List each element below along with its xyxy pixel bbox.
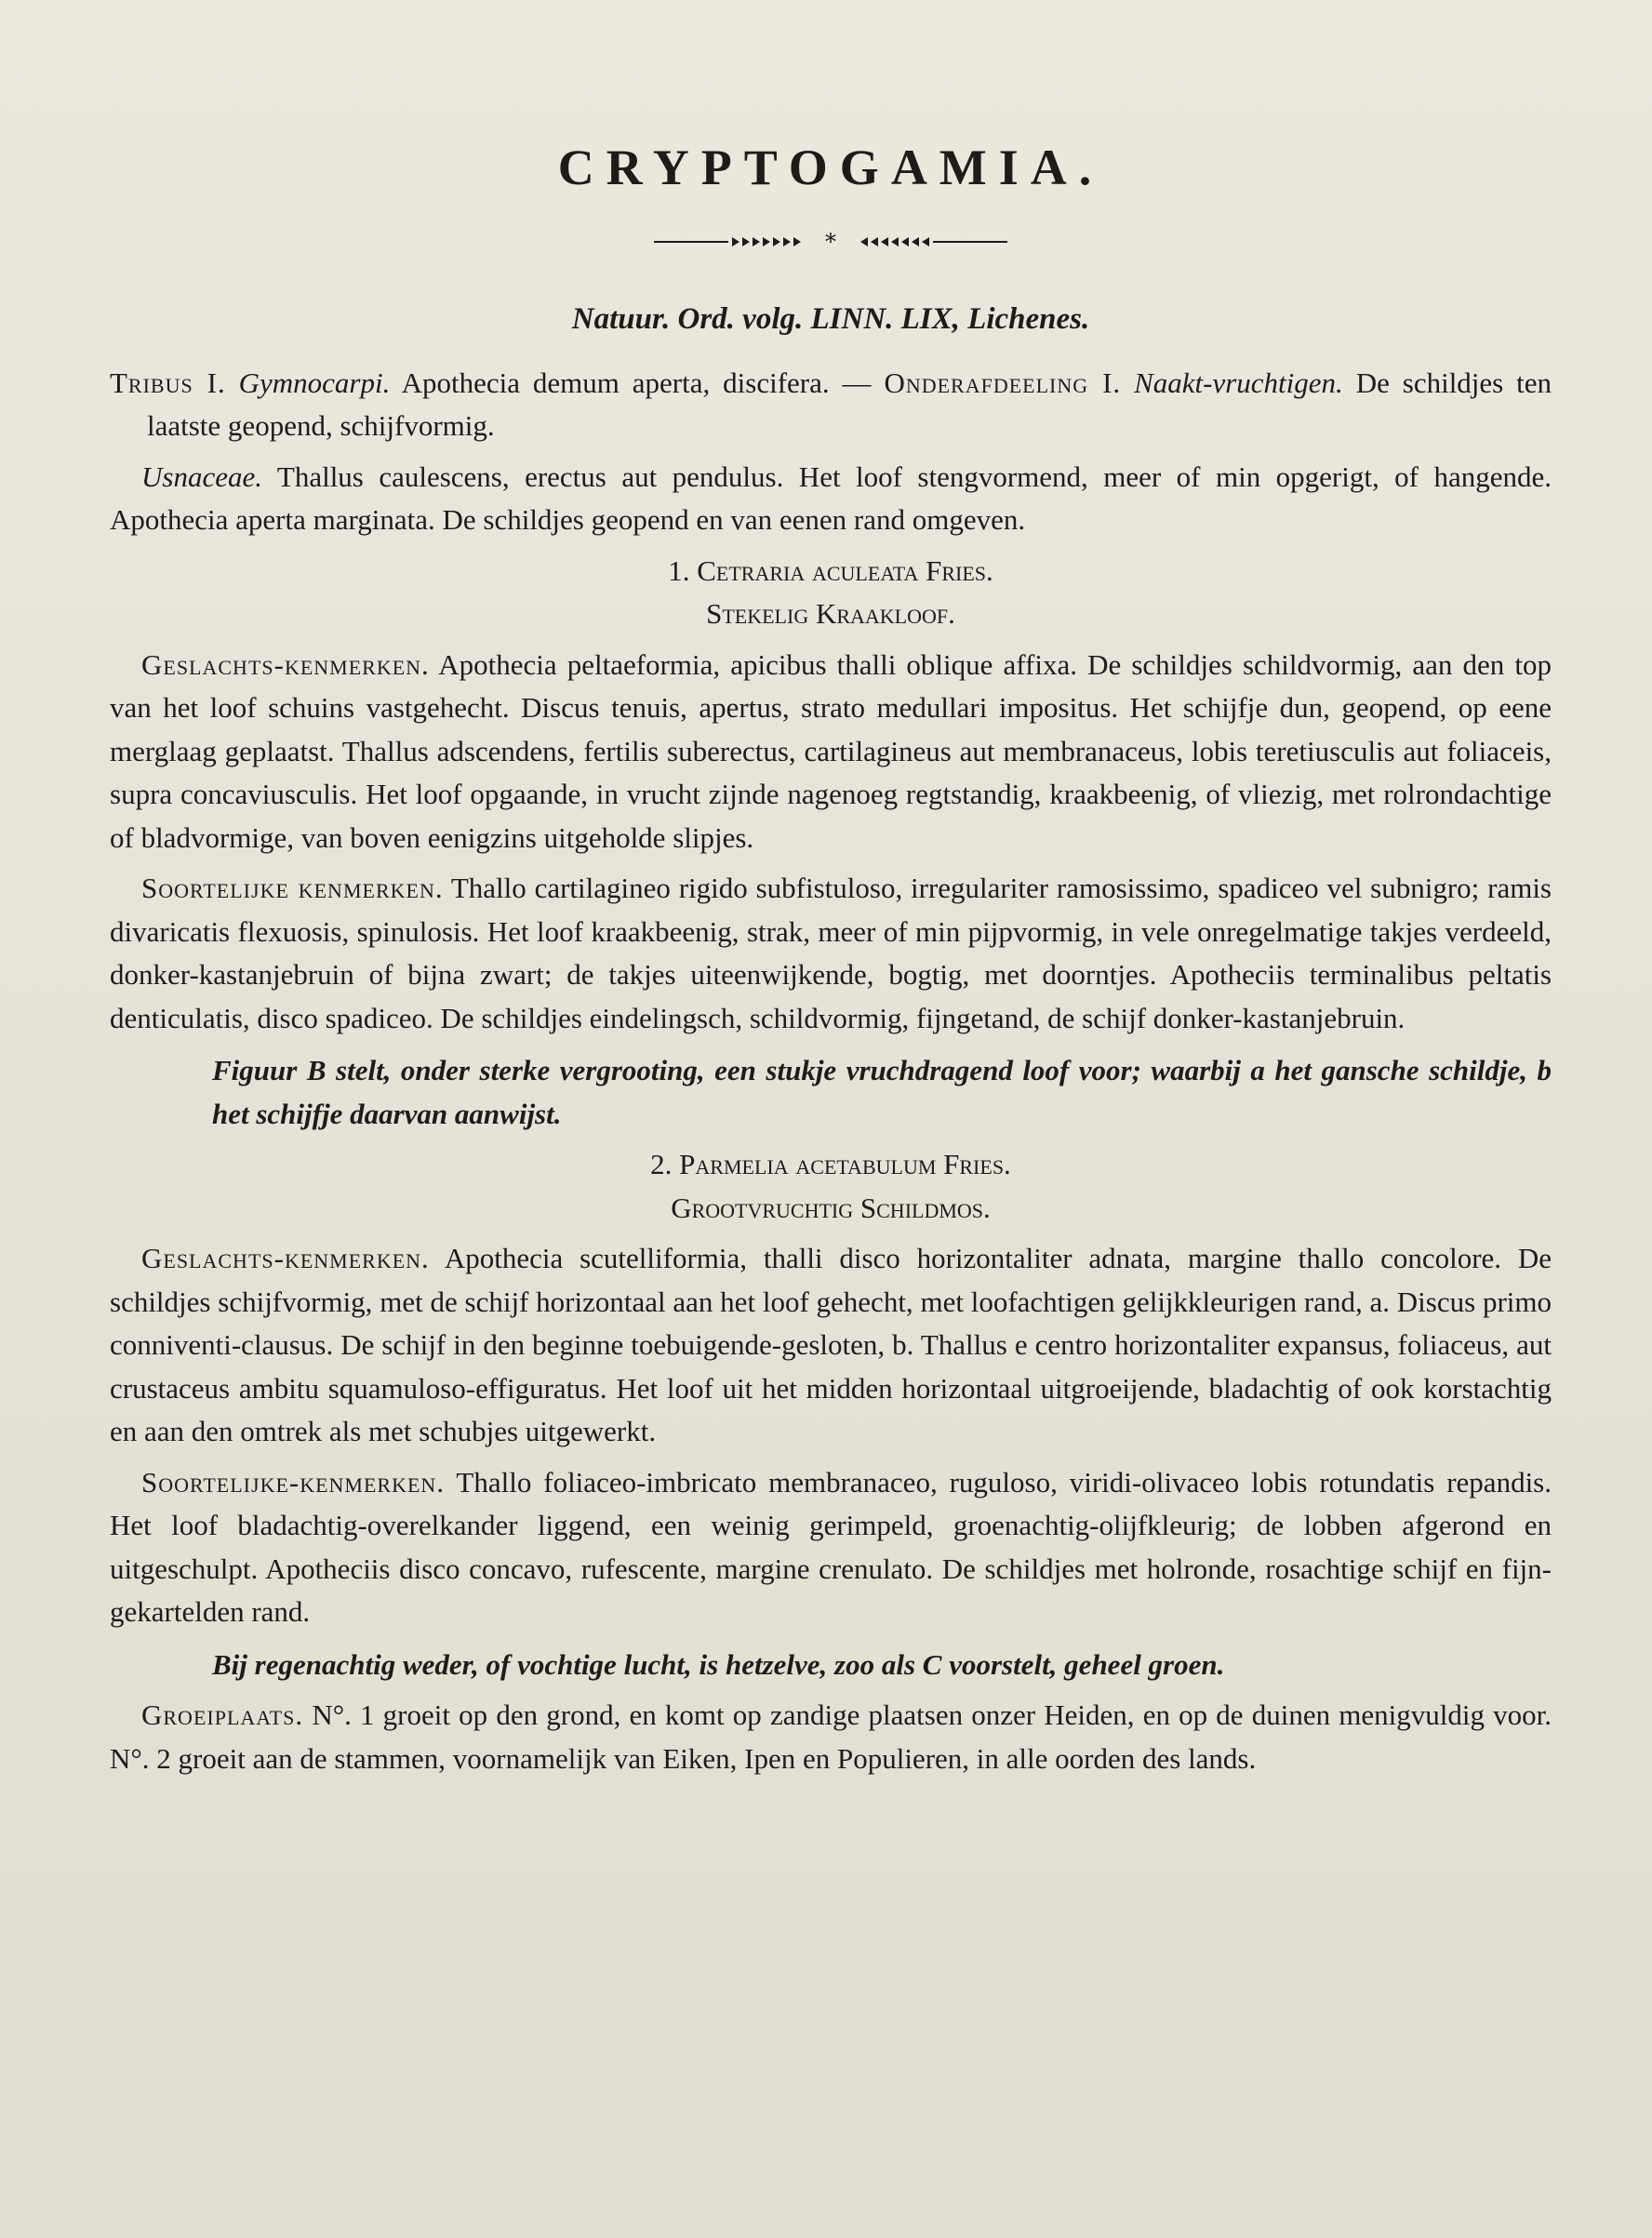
groeiplaats-text: N°. 1 groeit op den grond, en komt op zandige plaatsen onzer Heiden, en op de duinen menigvuldig voor. N°. 2 groeit aan de stammen, voornamelijk van Eiken, Ipen en Populieren, in alle oorden des lands. [110, 1698, 1552, 1775]
species-1-heading: 1. Cetraria aculeata Fries. [668, 553, 993, 587]
ornament-divider [654, 233, 1007, 251]
tribus-paragraph [110, 362, 1552, 448]
onderafdeeling-label: Onderafdeeling I. [884, 366, 1122, 399]
tribus-text-1: Apothecia demum aperta, discifera. — [390, 366, 885, 399]
species-2-genus-paragraph [110, 1237, 1552, 1454]
species-1-species-text: Thallo cartilagineo rigido subfistuloso, irregulariter ramosissimo, spadiceo vel subnigro; ramis divaricatis flexuosis, spinulosis. Het loof kraakbeenig, strak, meer of min pijpvormig, in vele onregelmatige takjes verdeeld, donker-kastanjebruin of bijna zwart; de takjes uiteenwijkende, bogtig, met doorntjes. Apotheciis terminalibus peltatis denticulatis, disco spadiceo. De schildjes eindelingsch, schildvormig, fijngetand, de schijf donker-kastanjebruin. [110, 872, 1552, 1034]
species-2-genus-text: Apothecia scutelliformia, thalli disco horizontaliter adnata, margine thallo concolore. De schildjes schijfvormig, met de schijf horizontaal aan het loof gehecht, met loofachtigen gelijkkleurigen rand, a. Discus primo conniventi-clausus. De schijf in den beginne toebuigende-gesloten, b. Thallus e centro horizontaliter expansus, foliaceus, aut crustaceus ambitu squamuloso-effiguratus. Het loof uit het midden horizontaal uitgroeijende, bladachtig of ook korstachtig en aan den omtrek als met schubjes uitgewerkt. [110, 1242, 1552, 1447]
tribus-latin-name: Gymnocarpi. [238, 366, 391, 399]
groeiplaats-label: Groeiplaats. [141, 1698, 304, 1731]
species-1-genus-label: Geslachts-kenmerken. [141, 647, 430, 681]
species-2-species-label: Soortelijke-kenmerken. [141, 1465, 446, 1499]
species-2-figure-note: Bij regenachtig weder, of vochtige lucht, is hetzelve, zoo als C voorstelt, geheel groen. [212, 1647, 1225, 1681]
species-2-species-text: Thallo foliaceo-imbricato membranaceo, ruguloso, viridi-olivaceo lobis rotundatis repandis. Het loof bladachtig-overelkander liggend, een weinig gerimpeld, groenachtig-olijfkleurig; de lobben afgerond en uitgeschulpt. Apotheciis disco concavo, rufescente, margine crenulato. De schildjes met holronde, rosachtige schijf en fijn-gekartelden rand. [110, 1465, 1552, 1628]
species-1-genus-paragraph [110, 644, 1552, 860]
usnaceae-text: Thallus caulescens, erectus aut pendulus. Het loof stengvormend, meer of min opgerigt, of hangende. Apothecia aperta marginata. De schildjes geopend en van eenen rand omgeven. [110, 460, 1552, 536]
species-1-species-paragraph [110, 867, 1552, 1040]
tribus-text-2: De schildjes ten laatste geopend, schijfvormig. [147, 366, 1552, 442]
text-block [110, 140, 1552, 1788]
svg-text:*: * [825, 233, 836, 251]
tribus-label: Tribus I. [110, 366, 226, 399]
species-2-species-paragraph [110, 1461, 1552, 1634]
page-title: CRYPTOGAMIA. [557, 140, 1104, 195]
species-2-genus-label: Geslachts-kenmerken. [141, 1242, 430, 1274]
species-2-common-name: Grootvruchtig Schildmos. [671, 1191, 991, 1224]
usnaceae-name: Usnaceae. [141, 460, 262, 493]
species-1-figure-note: Figuur B stelt, onder sterke vergrooting, een stukje vruchdragend loof voor; waarbij a het gansche schildje, b het schijfje daarvan aanwijst. [212, 1054, 1552, 1130]
species-1-genus-text: Apothecia peltaeformia, apicibus thalli oblique affixa. De schildjes schildvormig, aan den top van het loof schuins vastgehecht. Discus tenuis, apertus, strato medullari impositus. Het schijfje dun, geopend, op eene merglaag geplaatst. Thallus adscendens, fertilis suberectus, cartilagineus aut membranaceus, lobis teretiusculis aut foliaceis, supra concaviusculis. Het loof opgaande, in vrucht zijnde nagenoeg regtstandig, kraakbeenig, of vliezig, met rolrondachtige of bladvormige, van boven eenigzins uitgeholde slipjes. [110, 647, 1552, 854]
groeiplaats-paragraph [110, 1694, 1552, 1780]
species-1-species-label: Soortelijke kenmerken. [141, 872, 444, 904]
order-subtitle: Natuur. Ord. volg. LINN. LIX, Lichenes. [571, 302, 1090, 336]
tribus-dutch-name: Naakt-vruchtigen. [1134, 366, 1343, 399]
usnaceae-paragraph [110, 456, 1552, 542]
species-2-heading: 2. Parmelia acetabulum Fries. [650, 1148, 1011, 1180]
species-1-common-name: Stekelig Kraakloof. [706, 597, 955, 630]
